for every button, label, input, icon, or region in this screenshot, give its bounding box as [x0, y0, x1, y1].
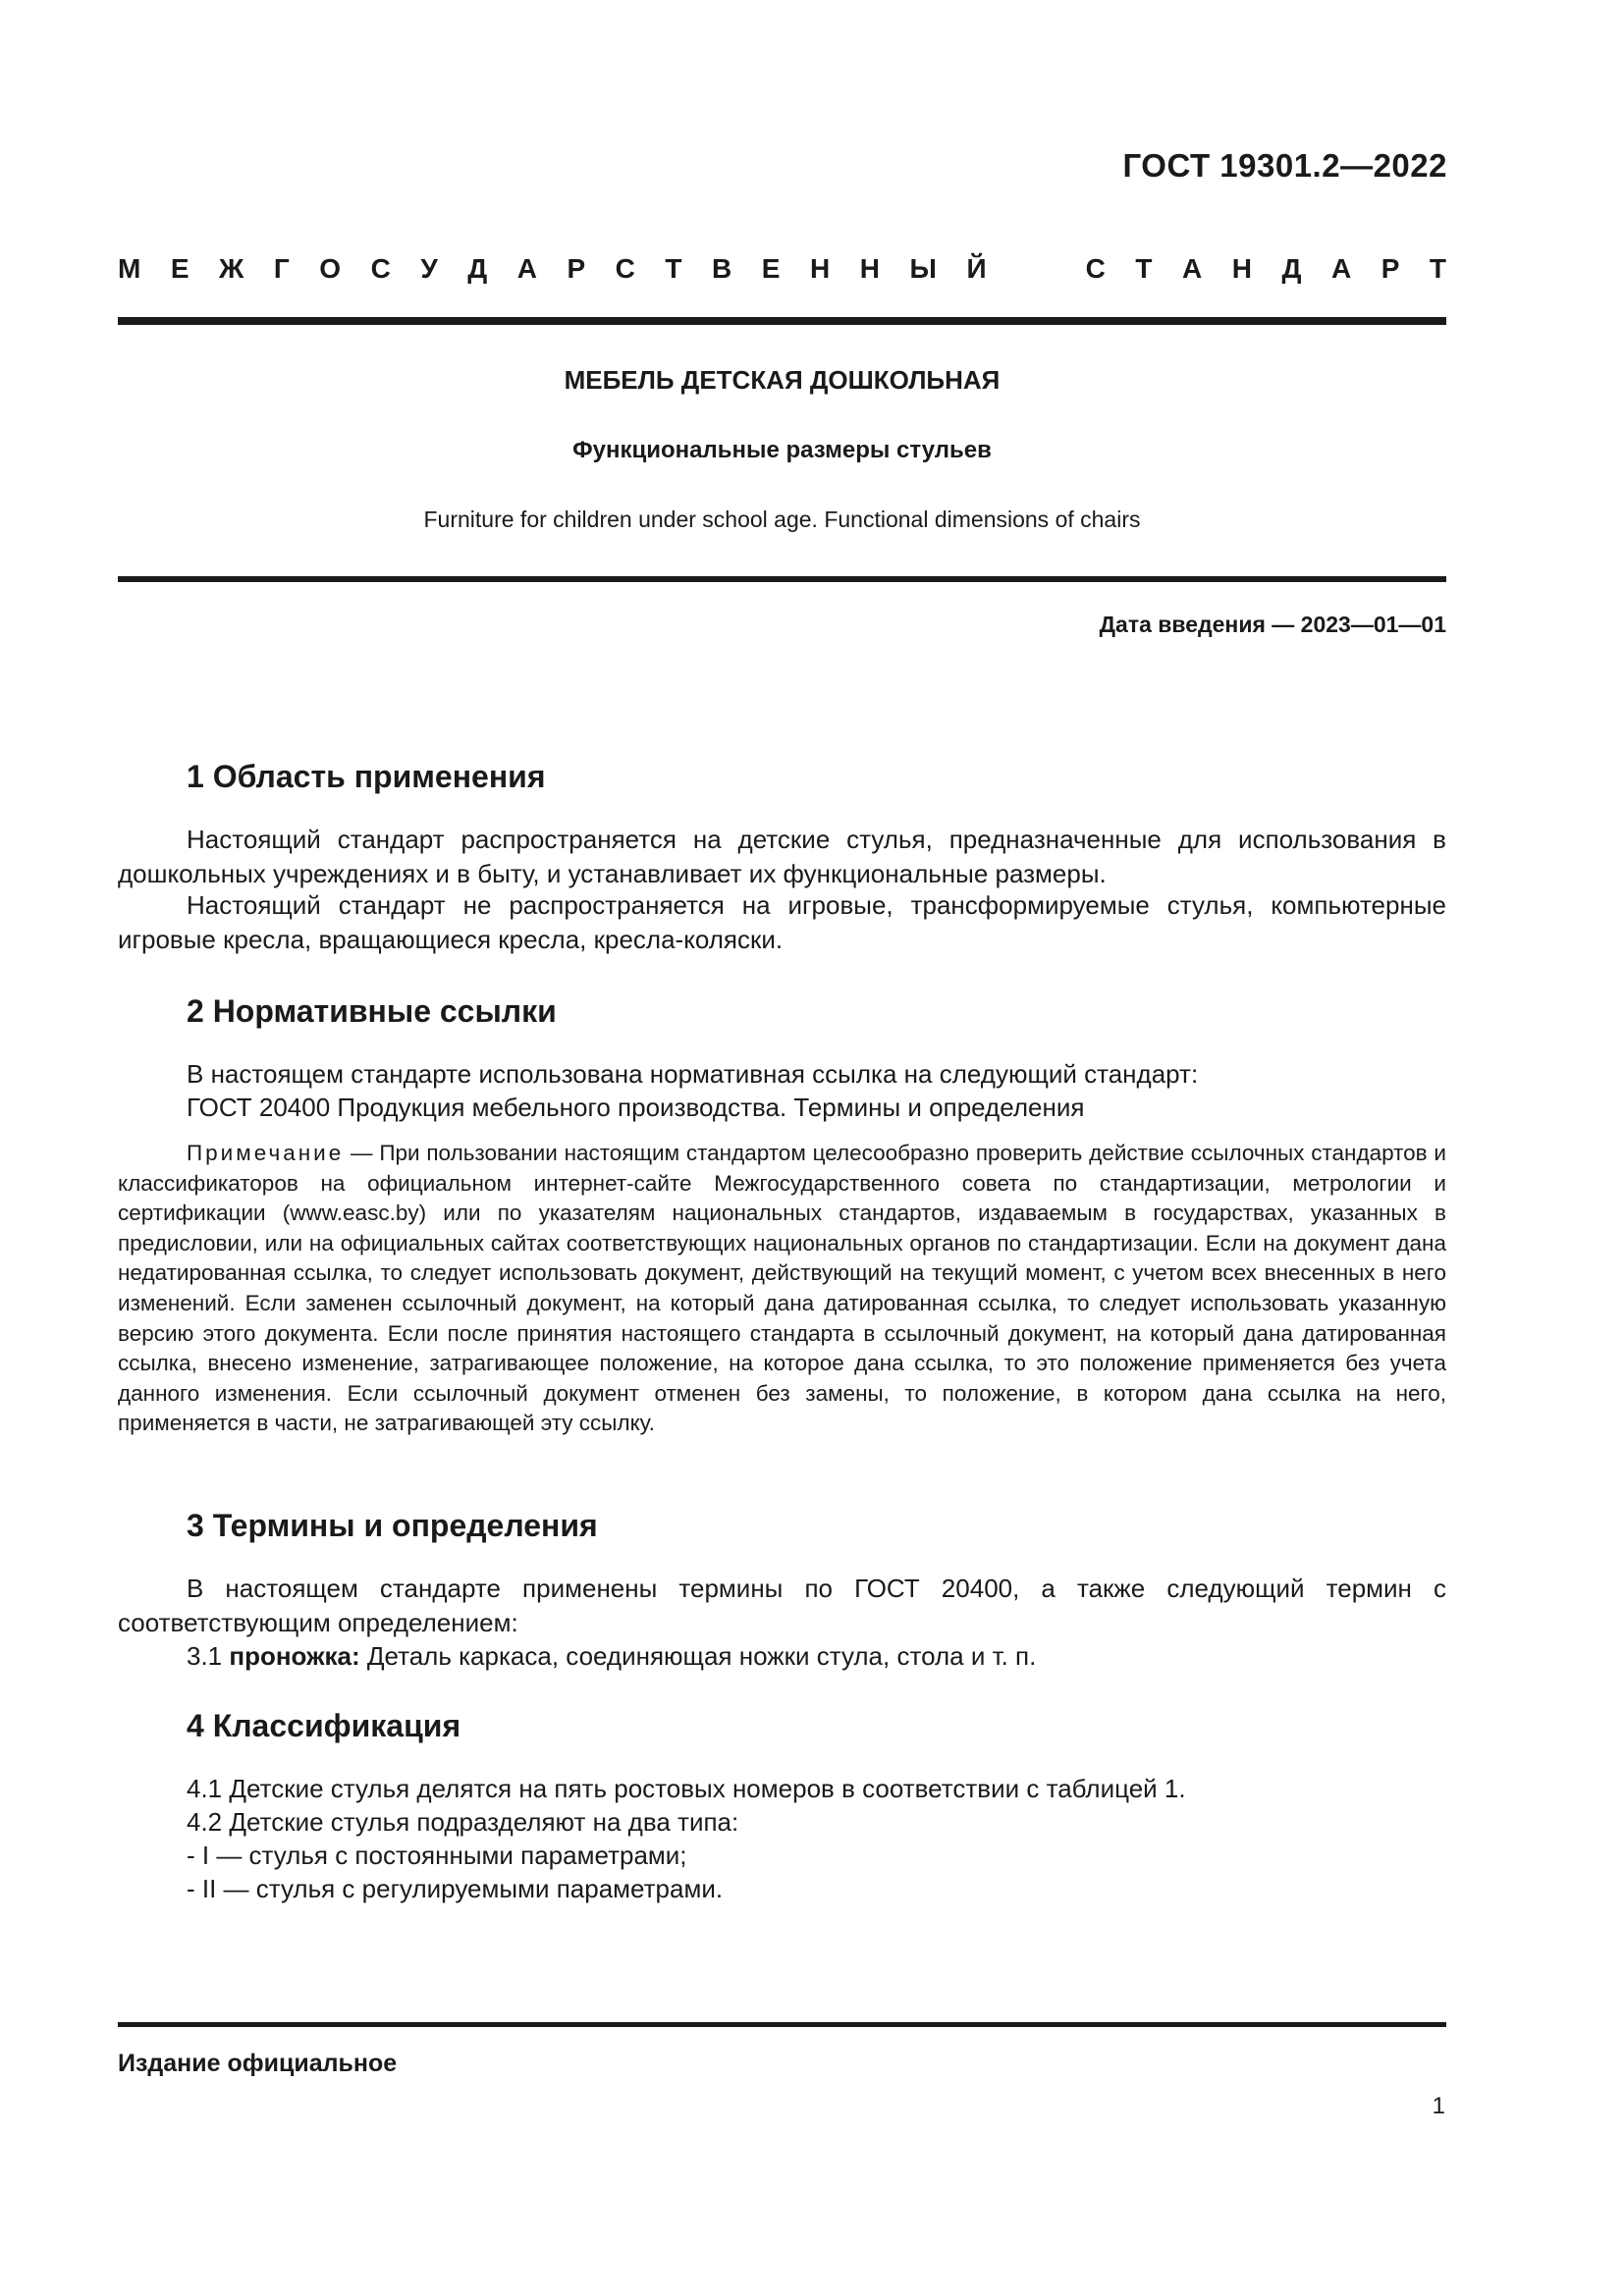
- banner-letter: С: [615, 253, 635, 284]
- classification-type-2: - II — стулья с регулируемыми параметрами.: [187, 1874, 724, 1903]
- page-number: 1: [1432, 2093, 1445, 2119]
- scope-paragraph-1: [118, 823, 1446, 891]
- document-number: ГОСТ 19301.2—2022: [1122, 147, 1447, 184]
- section-heading-classification: 4 Классификация: [187, 1708, 461, 1743]
- terms-paragraph-text: В настоящем стандарте применены термины по ГОСТ 20400, а также следующий термин с соответствующим определением:: [118, 1574, 1446, 1637]
- note-text: — При пользовании настоящим стандартом целесообразно проверить действие ссылочных стандартов и классификаторов на официальном интернет-сайте Межгосударственного совета по стандартизации, метрологии и сертификации (www.easc.by) или по указателям национальных стандартов, издаваемым в государствах, указанных в предисловии, или на официальных сайтах соответствующих национальных органов по стандартизации. Если на документ дана недатированная ссылка, то следует использовать документ, действующий на текущий момент, с учетом всех внесенных в него изменений. Если заменен ссылочный документ, на который дана датированная ссылка, то следует использовать указанную версию этого документа. Если после принятия настоящего стандарта в ссылочный документ, на который дана датированная ссылка, внесено изменение, затрагивающее положение, на которое дана ссылка, то это положение применяется без учета данного изменения. Если ссылочный документ отменен без замены, то положение, в котором дана ссылка на него, применяется в части, не затрагивающей эту ссылку.: [118, 1141, 1446, 1436]
- section-heading-normative-references: 2 Нормативные ссылки: [187, 993, 557, 1029]
- banner-letter: А: [1330, 253, 1352, 284]
- banner-letter: Т: [1429, 253, 1446, 284]
- term-definition: [187, 1639, 1036, 1674]
- banner-letter: М: [118, 253, 141, 284]
- references-note: [118, 1139, 1446, 1439]
- classification-item-4-1: 4.1 Детские стулья делятся на пять ростовых номеров в соответствии с таблицей 1.: [187, 1774, 1186, 1803]
- scope-paragraph-1-text: Настоящий стандарт распространяется на детские стулья, предназначенные для использования в дошкольных учреждениях и в быту, и устанавливает их функциональные размеры.: [118, 825, 1446, 888]
- banner-letter: Т: [665, 253, 682, 284]
- introduction-date: Дата введения — 2023—01—01: [1099, 612, 1446, 637]
- official-edition-label: Издание официальное: [118, 2050, 398, 2077]
- interstate-standard-banner: [118, 253, 1446, 285]
- section-heading-scope: 1 Область применения: [187, 759, 546, 794]
- scope-paragraph-2: [118, 888, 1446, 957]
- banner-letter: Н: [1231, 253, 1252, 284]
- document-subtitle: Функциональные размеры стульев: [572, 437, 992, 463]
- section-heading-terms: 3 Термины и определения: [187, 1508, 598, 1543]
- scope-paragraph-2-text: Настоящий стандарт не распространяется на игровые, трансформируемые стулья, компьютерные игровые кресла, вращающиеся кресла, кресла-коляски.: [118, 890, 1446, 954]
- banner-letter: Ы: [909, 253, 937, 284]
- classification-item-4-2: 4.2 Детские стулья подразделяют на два типа:: [187, 1807, 739, 1837]
- banner-letter: Д: [467, 253, 488, 284]
- banner-letter: Г: [273, 253, 290, 284]
- term-number: 3.1: [187, 1641, 230, 1671]
- banner-letter: Т: [1135, 253, 1153, 284]
- banner-letter: В: [712, 253, 732, 284]
- banner-letter: О: [319, 253, 342, 284]
- banner-letter: У: [420, 253, 438, 284]
- term-name: проножка:: [229, 1641, 360, 1671]
- banner-letter: А: [1181, 253, 1203, 284]
- english-title: Furniture for children under school age. Functional dimensions of chairs: [423, 507, 1141, 532]
- banner-letter: Д: [1281, 253, 1302, 284]
- title-divider: [118, 576, 1446, 582]
- banner-letter: Р: [567, 253, 586, 284]
- terms-paragraph: [118, 1572, 1446, 1640]
- reference-gost-20400: ГОСТ 20400 Продукция мебельного производства. Термины и определения: [187, 1093, 1085, 1122]
- banner-letter: С: [370, 253, 391, 284]
- banner-letter: С: [1085, 253, 1106, 284]
- banner-letter: Ж: [219, 253, 244, 284]
- banner-letter: Н: [810, 253, 831, 284]
- classification-type-1: - I — стулья с постоянными параметрами;: [187, 1841, 687, 1870]
- term-text: Деталь каркаса, соединяющая ножки стула, стола и т. п.: [359, 1641, 1037, 1671]
- header-divider: [118, 317, 1446, 325]
- document-title: МЕБЕЛЬ ДЕТСКАЯ ДОШКОЛЬНАЯ: [564, 365, 1001, 395]
- banner-letter: Й: [966, 253, 987, 284]
- note-label: Примечание: [187, 1141, 345, 1165]
- banner-letter: Н: [859, 253, 880, 284]
- banner-letter: А: [516, 253, 537, 284]
- footer-divider: [118, 2022, 1446, 2027]
- references-intro: В настоящем стандарте использована нормативная ссылка на следующий стандарт:: [187, 1059, 1199, 1089]
- banner-letter: Е: [170, 253, 189, 284]
- banner-letter: Р: [1380, 253, 1400, 284]
- banner-word-gap: [1016, 253, 1056, 285]
- banner-letter: Е: [761, 253, 781, 284]
